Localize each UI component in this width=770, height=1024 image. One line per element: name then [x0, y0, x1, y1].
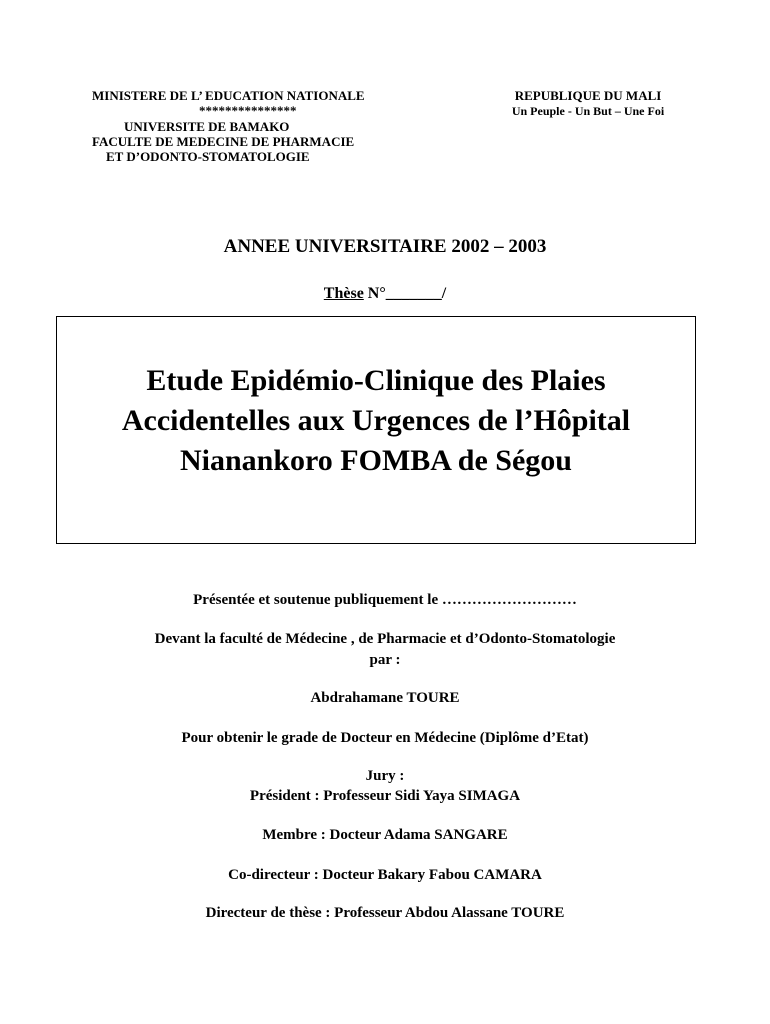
thesis-title-box [56, 316, 696, 544]
faculty-name-line1: FACULTE DE MEDECINE DE PHARMACIE [92, 134, 355, 149]
jury-codirector: Co-directeur : Docteur Bakary Fabou CAMARA [228, 867, 542, 883]
thesis-label: Thèse [323, 285, 364, 302]
thesis-title-line2: Accidentelles aux Urgences de l’Hôpital [121, 404, 631, 437]
national-motto: Un Peuple - Un But – Une Foi [511, 104, 665, 118]
faculty-statement-line1: Devant la faculté de Médecine , de Pharmacie et d’Odonto-Stomatologie [154, 631, 616, 647]
thesis-number [0, 284, 770, 304]
university-name: UNIVERSITE DE BAMAKO [124, 119, 290, 134]
jury-president: Président : Professeur Sidi Yaya SIMAGA [249, 788, 521, 804]
jury-member: Membre : Docteur Adama SANGARE [262, 827, 508, 843]
thesis-number-value: N°_______/ [363, 285, 447, 302]
academic-year: ANNEE UNIVERSITAIRE 2002 – 2003 [223, 236, 547, 257]
header-separator-stars: *************** [199, 103, 297, 118]
faculty-statement-line2: par : [369, 652, 401, 668]
jury-director: Directeur de thèse : Professeur Abdou Alassane TOURE [205, 905, 565, 921]
thesis-title-line3: Nianankoro FOMBA de Ségou [179, 444, 572, 477]
thesis-title-line1: Etude Epidémio-Clinique des Plaies [146, 364, 606, 397]
author-name: Abdrahamane TOURE [310, 690, 460, 706]
faculty-name-line2: ET D’ODONTO-STOMATOLOGIE [106, 149, 310, 164]
ministry-name: MINISTERE DE L’ EDUCATION NATIONALE [92, 88, 365, 103]
country-name: REPUBLIQUE DU MALI [514, 88, 662, 103]
jury-heading: Jury : [365, 768, 405, 784]
presentation-line: Présentée et soutenue publiquement le ……………………… [193, 592, 577, 608]
degree-statement: Pour obtenir le grade de Docteur en Médecine (Diplôme d’Etat) [181, 730, 589, 746]
